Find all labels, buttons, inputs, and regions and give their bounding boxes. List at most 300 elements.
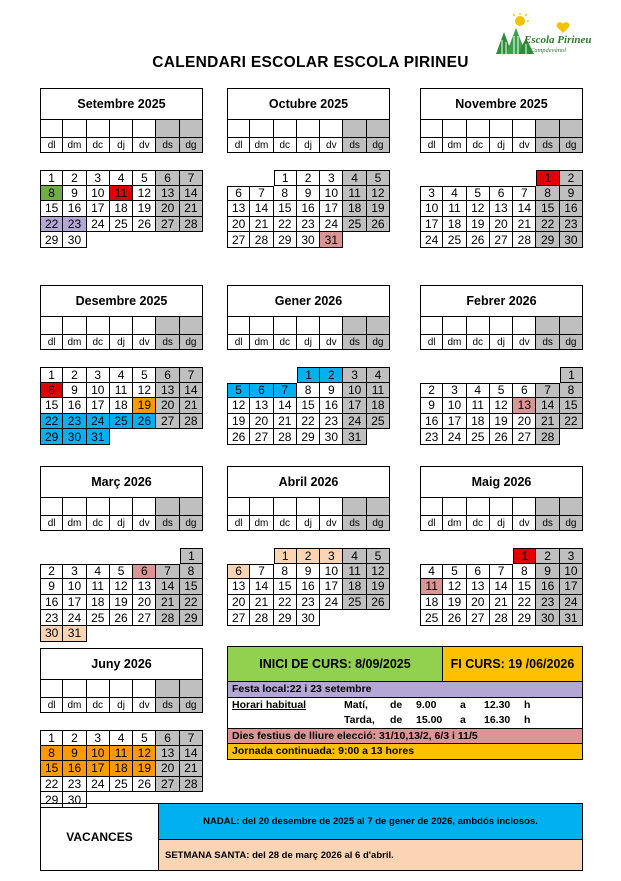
day-cell: 27 [490,232,513,248]
days-grid [40,367,203,445]
tarda-h: h [524,713,531,726]
weekday-label: dm [443,335,466,349]
day-cell: 28 [490,610,513,626]
day-cell: 10 [443,398,466,414]
days-grid [227,548,390,626]
empty-cell [227,170,250,186]
day-cell: 26 [227,429,250,445]
day-cell: 1 [40,730,63,746]
day-cell: 13 [156,746,179,762]
day-cell: 6 [133,564,156,580]
day-cell: 11 [110,746,133,762]
day-cell: 3 [63,564,86,580]
weekday-label: dg [180,335,203,349]
day-cell: 15 [560,398,583,414]
weekday-label: dg [560,138,583,152]
horari-label: Horari habitual [232,698,307,711]
empty-cell [110,626,133,642]
weekday-label: dm [63,335,86,349]
month-9 [40,648,203,807]
day-cell: 27 [513,429,536,445]
day-cell: 16 [297,579,320,595]
day-cell: 21 [274,414,297,430]
day-cell: 8 [274,186,297,202]
day-cell: 7 [180,730,203,746]
day-cell: 3 [443,383,466,399]
day-cell: 5 [367,548,390,564]
day-cell: 19 [133,398,156,414]
day-cell: 3 [420,186,443,202]
page-title: CALENDARI ESCOLAR ESCOLA PIRINEU [152,54,469,71]
day-cell: 14 [180,746,203,762]
day-cell: 18 [87,595,110,611]
day-cell: 28 [274,429,297,445]
weekday-label: ds [343,335,366,349]
month-title: Abril 2026 [227,466,390,498]
weekday-label: dm [63,698,86,712]
empty-cell [343,232,366,248]
day-cell: 27 [156,217,179,233]
horari-habitual [227,698,583,729]
day-cell: 22 [536,217,559,233]
day-cell: 20 [490,217,513,233]
empty-cell [250,548,273,564]
day-cell: 3 [560,548,583,564]
weekday-header [227,515,390,531]
month-7 [227,466,390,625]
day-cell: 24 [443,429,466,445]
weekday-label: dl [227,138,250,152]
day-cell: 24 [320,217,343,233]
day-cell: 22 [513,595,536,611]
day-cell: 4 [367,367,390,383]
day-cell: 12 [467,201,490,217]
day-cell: 13 [156,383,179,399]
day-cell: 31 [560,610,583,626]
day-cell: 22 [180,595,203,611]
day-cell: 16 [63,201,86,217]
day-cell: 30 [560,232,583,248]
weekday-label: dc [274,516,297,530]
month-0 [40,88,203,247]
empty-cell [227,367,250,383]
weekend-shade-row [40,120,203,137]
tarda-a: a [460,713,466,726]
day-cell: 16 [420,414,443,430]
day-cell: 23 [297,217,320,233]
day-cell: 28 [250,232,273,248]
day-cell: 25 [467,429,490,445]
day-cell: 5 [227,383,250,399]
school-logo [494,12,606,60]
day-cell: 19 [227,414,250,430]
month-title: Febrer 2026 [420,285,583,317]
weekday-label: dl [420,335,443,349]
day-cell: 1 [560,367,583,383]
day-cell: 6 [227,564,250,580]
day-cell: 2 [297,548,320,564]
day-cell: 23 [297,595,320,611]
day-cell: 10 [320,186,343,202]
day-cell: 18 [443,217,466,233]
weekend-shade-row [227,317,390,334]
weekday-label: dc [274,138,297,152]
weekday-label: ds [536,138,559,152]
day-cell: 15 [40,201,63,217]
weekday-label: dj [490,335,513,349]
day-cell: 8 [560,383,583,399]
weekday-label: dm [250,335,273,349]
weekday-label: ds [536,516,559,530]
day-cell: 29 [40,429,63,445]
month-2 [420,88,583,247]
tarda-end: 16.30 [484,713,511,726]
day-cell: 2 [536,548,559,564]
empty-cell [443,367,466,383]
day-cell: 2 [63,367,86,383]
month-title: Març 2026 [40,466,203,498]
empty-cell [40,548,63,564]
day-cell: 20 [156,761,179,777]
day-cell: 6 [490,186,513,202]
month-title: Maig 2026 [420,466,583,498]
day-cell: 18 [110,761,133,777]
day-cell: 12 [227,398,250,414]
weekday-label: dv [133,138,156,152]
mati-start: 9.00 [416,698,437,711]
day-cell: 6 [513,383,536,399]
weekday-header [40,515,203,531]
day-cell: 2 [63,730,86,746]
day-cell: 23 [560,217,583,233]
day-cell: 15 [536,201,559,217]
weekday-label: dv [513,516,536,530]
weekday-label: dm [443,138,466,152]
weekday-label: dl [40,516,63,530]
weekday-header [40,137,203,153]
empty-cell [367,610,390,626]
day-cell: 11 [467,398,490,414]
weekday-label: dg [367,516,390,530]
weekend-shade-row [420,498,583,515]
weekday-label: dl [420,516,443,530]
day-cell: 11 [420,579,443,595]
day-cell: 30 [63,792,86,808]
weekday-header [420,334,583,350]
day-cell: 20 [227,217,250,233]
day-cell: 22 [560,414,583,430]
days-grid [227,170,390,248]
day-cell: 22 [40,414,63,430]
day-cell: 18 [343,579,366,595]
day-cell: 9 [320,383,343,399]
weekday-label: dc [87,335,110,349]
weekend-shade-row [420,317,583,334]
day-cell: 1 [40,170,63,186]
day-cell: 29 [40,232,63,248]
day-cell: 17 [87,201,110,217]
day-cell: 2 [40,564,63,580]
weekday-label: dc [87,138,110,152]
weekday-header [40,334,203,350]
day-cell: 15 [274,579,297,595]
day-cell: 24 [343,414,366,430]
day-cell: 25 [343,595,366,611]
month-4 [227,285,390,444]
day-cell: 9 [63,746,86,762]
month-title: Desembre 2025 [40,285,203,317]
vacances-nadal: NADAL: del 20 desembre de 2025 al 7 de gener de 2026, ambdós inclosos. [159,804,582,840]
empty-cell [274,367,297,383]
day-cell: 7 [513,186,536,202]
day-cell: 3 [320,548,343,564]
weekend-shade-row [420,120,583,137]
day-cell: 18 [110,398,133,414]
day-cell: 25 [110,777,133,793]
day-cell: 13 [227,579,250,595]
day-cell: 19 [110,595,133,611]
festa-local: Festa local:22 i 23 setembre [227,682,583,698]
empty-cell [367,429,390,445]
day-cell: 15 [297,398,320,414]
day-cell: 21 [180,398,203,414]
day-cell: 26 [443,610,466,626]
day-cell: 28 [180,217,203,233]
weekday-label: dg [367,335,390,349]
mati-end: 12.30 [484,698,511,711]
weekday-label: dv [320,138,343,152]
day-cell: 15 [513,579,536,595]
day-cell: 4 [467,383,490,399]
day-cell: 1 [40,367,63,383]
logo-heart-icon [556,22,570,34]
day-cell: 6 [156,367,179,383]
day-cell: 7 [180,170,203,186]
weekday-label: ds [156,516,179,530]
day-cell: 14 [156,579,179,595]
weekday-header [40,697,203,713]
day-cell: 10 [87,186,110,202]
logo-name: Escola Pirineu [524,34,592,46]
weekday-label: dl [40,335,63,349]
empty-cell [180,626,203,642]
day-cell: 4 [110,367,133,383]
day-cell: 19 [367,579,390,595]
day-cell: 24 [63,610,86,626]
empty-cell [513,170,536,186]
month-title: Octubre 2025 [227,88,390,120]
festius-lliure-eleccio: Dies festius de lliure elecció: 31/10,13/2, 6/3 i 11/5 [227,729,583,745]
day-cell: 24 [87,217,110,233]
empty-cell [156,232,179,248]
empty-cell [467,367,490,383]
day-cell: 25 [110,414,133,430]
day-cell: 4 [343,170,366,186]
day-cell: 9 [420,398,443,414]
day-cell: 24 [87,777,110,793]
day-cell: 30 [63,429,86,445]
empty-cell [250,367,273,383]
day-cell: 9 [63,186,86,202]
days-grid [40,170,203,248]
day-cell: 26 [110,610,133,626]
day-cell: 16 [560,201,583,217]
day-cell: 1 [274,170,297,186]
day-cell: 9 [560,186,583,202]
day-cell: 25 [343,217,366,233]
month-title: Setembre 2025 [40,88,203,120]
day-cell: 5 [110,564,133,580]
weekday-label: dj [297,335,320,349]
day-cell: 2 [320,367,343,383]
weekday-label: dc [87,698,110,712]
day-cell: 8 [513,564,536,580]
day-cell: 18 [367,398,390,414]
weekday-label: dm [250,138,273,152]
day-cell: 12 [133,746,156,762]
empty-cell [227,548,250,564]
day-cell: 18 [343,201,366,217]
day-cell: 17 [320,579,343,595]
month-3 [40,285,203,444]
empty-cell [367,232,390,248]
day-cell: 14 [513,201,536,217]
inici-curs: INICI DE CURS: 8/09/2025 [227,646,443,682]
day-cell: 9 [297,564,320,580]
day-cell: 13 [513,398,536,414]
day-cell: 18 [467,414,490,430]
day-cell: 1 [274,548,297,564]
day-cell: 5 [467,186,490,202]
empty-cell [133,429,156,445]
weekday-header [227,137,390,153]
weekday-label: dj [490,516,513,530]
day-cell: 5 [133,367,156,383]
weekday-label: dm [63,138,86,152]
mati-a: a [460,698,466,711]
day-cell: 21 [513,217,536,233]
weekday-label: dc [467,335,490,349]
day-cell: 24 [320,595,343,611]
day-cell: 15 [274,201,297,217]
empty-cell [420,367,443,383]
day-cell: 13 [250,398,273,414]
day-cell: 15 [40,398,63,414]
day-cell: 17 [443,414,466,430]
weekday-label: dl [40,698,63,712]
day-cell: 12 [367,564,390,580]
day-cell: 5 [443,564,466,580]
empty-cell [87,548,110,564]
day-cell: 31 [320,232,343,248]
day-cell: 25 [87,610,110,626]
day-cell: 24 [560,595,583,611]
day-cell: 11 [343,186,366,202]
weekday-label: dj [110,138,133,152]
day-cell: 23 [63,414,86,430]
day-cell: 30 [297,610,320,626]
day-cell: 4 [420,564,443,580]
day-cell: 19 [133,761,156,777]
day-cell: 29 [513,610,536,626]
day-cell: 10 [87,746,110,762]
day-cell: 25 [443,232,466,248]
day-cell: 28 [250,610,273,626]
day-cell: 21 [250,217,273,233]
empty-cell [250,170,273,186]
day-cell: 19 [443,595,466,611]
weekend-shade-row [40,317,203,334]
day-cell: 27 [156,777,179,793]
day-cell: 23 [536,595,559,611]
empty-cell [420,170,443,186]
day-cell: 21 [536,414,559,430]
day-cell: 16 [63,398,86,414]
weekend-shade-row [227,498,390,515]
day-cell: 10 [420,201,443,217]
day-cell: 27 [250,429,273,445]
day-cell: 25 [420,610,443,626]
day-cell: 4 [110,170,133,186]
day-cell: 29 [536,232,559,248]
day-cell: 26 [367,595,390,611]
day-cell: 28 [536,429,559,445]
day-cell: 29 [180,610,203,626]
day-cell: 25 [110,217,133,233]
empty-cell [443,170,466,186]
day-cell: 12 [367,186,390,202]
empty-cell [87,232,110,248]
day-cell: 2 [420,383,443,399]
day-cell: 24 [420,232,443,248]
empty-cell [110,548,133,564]
weekday-label: dv [133,516,156,530]
month-8 [420,466,583,625]
day-cell: 17 [87,761,110,777]
empty-cell [343,610,366,626]
weekend-shade-row [40,680,203,697]
day-cell: 31 [63,626,86,642]
day-cell: 10 [320,564,343,580]
day-cell: 20 [133,595,156,611]
day-cell: 23 [63,777,86,793]
day-cell: 16 [320,398,343,414]
day-cell: 10 [560,564,583,580]
month-title: Juny 2026 [40,648,203,680]
fi-curs: FI CURS: 19 /06/2026 [443,646,583,682]
days-grid [227,367,390,445]
weekday-label: dg [180,138,203,152]
day-cell: 3 [87,170,110,186]
logo-subtitle: Campdevànol [530,47,567,54]
days-grid [420,548,583,626]
empty-cell [420,548,443,564]
weekday-label: dv [513,335,536,349]
weekday-label: dc [274,335,297,349]
empty-cell [87,626,110,642]
day-cell: 26 [133,217,156,233]
weekday-label: dg [560,516,583,530]
weekday-label: dv [133,335,156,349]
day-cell: 16 [63,761,86,777]
day-cell: 29 [297,429,320,445]
month-6 [40,466,203,641]
day-cell: 3 [87,730,110,746]
day-cell: 1 [180,548,203,564]
day-cell: 21 [180,761,203,777]
day-cell: 6 [250,383,273,399]
vacances-label: VACANCES [41,804,159,870]
